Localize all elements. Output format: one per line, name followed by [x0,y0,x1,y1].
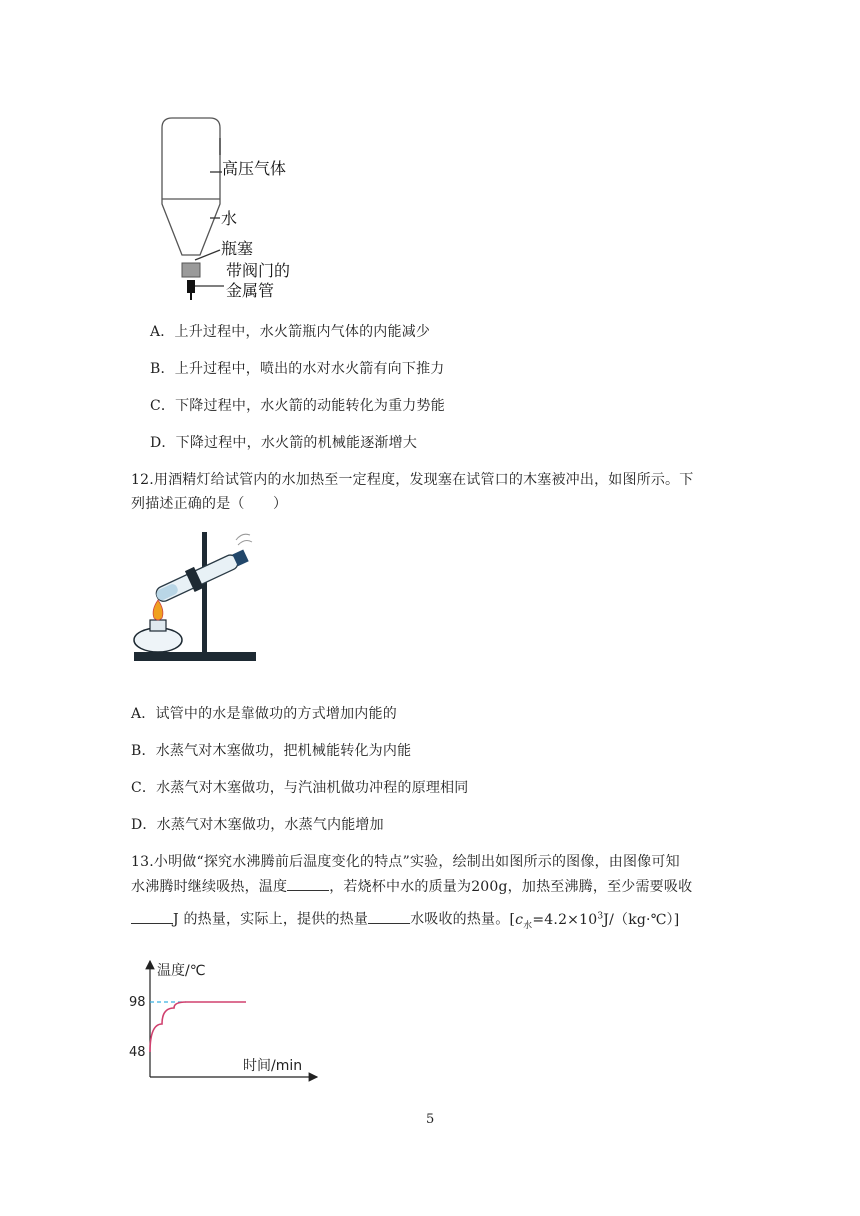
q13-line3-b: 水吸收的热量。[ [410,911,516,928]
alcohol-lamp-figure [130,530,265,670]
answer-blank-2[interactable] [131,909,173,924]
q12-stem-line2: 列描述正确的是（ ） [131,496,288,512]
label-stopper: 瓶塞 [221,239,254,258]
formula-sub: 水 [523,920,533,931]
q13-line3 [131,906,679,935]
q13-line2-b: ，若烧杯中水的质量为200g，加热至沸腾，至少需要吸收 [329,879,693,895]
formula-exp: 3 [597,911,604,921]
q13-line3-a: J 的热量，实际上，提供的热量 [173,911,369,928]
label-valve: 带阀门的 [226,261,291,280]
answer-blank-3[interactable] [368,909,410,924]
q12-stem-line1: 12.用酒精灯给试管内的水加热至一定程度，发现塞在试管口的木塞被冲出，如图所示。下 [131,472,694,488]
page-number: 5 [426,1112,435,1127]
bottle-outline [162,118,220,255]
label-gas: 高压气体 [222,159,287,178]
flame-icon [153,600,163,620]
temperature-curve [150,1002,246,1052]
y-tick-48: 48 [129,1045,146,1060]
label-water: 水 [221,209,238,228]
y-tick-98: 98 [129,995,146,1010]
steam-lines [236,534,252,545]
q12-option-a: A．试管中的水是靠做功的方式增加内能的 [131,706,397,722]
x-axis-label: 时间/min [243,1058,303,1074]
formula-c: c [515,911,524,928]
stopper [182,263,200,277]
q12-option-c: C．水蒸气对木塞做功，与汽油机做功冲程的原理相同 [131,780,469,796]
q11-option-a: A．上升过程中，水火箭瓶内气体的内能减少 [150,324,431,340]
temperature-time-chart [125,955,325,1085]
y-axis-label: 温度/℃ [157,963,206,979]
q13-line2-a: 水沸腾时继续吸热，温度 [131,879,288,895]
formula-eq: =4.2×10 [532,911,598,928]
lamp-neck [150,620,166,631]
formula [515,911,680,931]
q13-line1: 13.小明做“探究水沸腾前后温度变化的特点”实验，绘制出如图所示的图像，由图像可知 [131,854,680,870]
metal-pipe [187,280,195,293]
q11-option-c: C．下降过程中，水火箭的动能转化为重力势能 [150,398,445,414]
stand-base [134,652,256,661]
label-pipe: 金属管 [226,281,275,300]
stand-rod [202,532,207,654]
q11-option-b: B．上升过程中，喷出的水对水火箭有向下推力 [150,361,445,377]
q12-option-d: D．水蒸气对木塞做功，水蒸气内能增加 [131,817,384,833]
answer-blank-1[interactable] [287,876,329,891]
q12-option-b: B．水蒸气对木塞做功，把机械能转化为内能 [131,743,412,759]
q11-option-d: D．下降过程中，水火箭的机械能逐渐增大 [150,435,418,451]
q13-line2 [131,876,692,897]
formula-unit: J/（kg·℃）] [603,911,680,928]
